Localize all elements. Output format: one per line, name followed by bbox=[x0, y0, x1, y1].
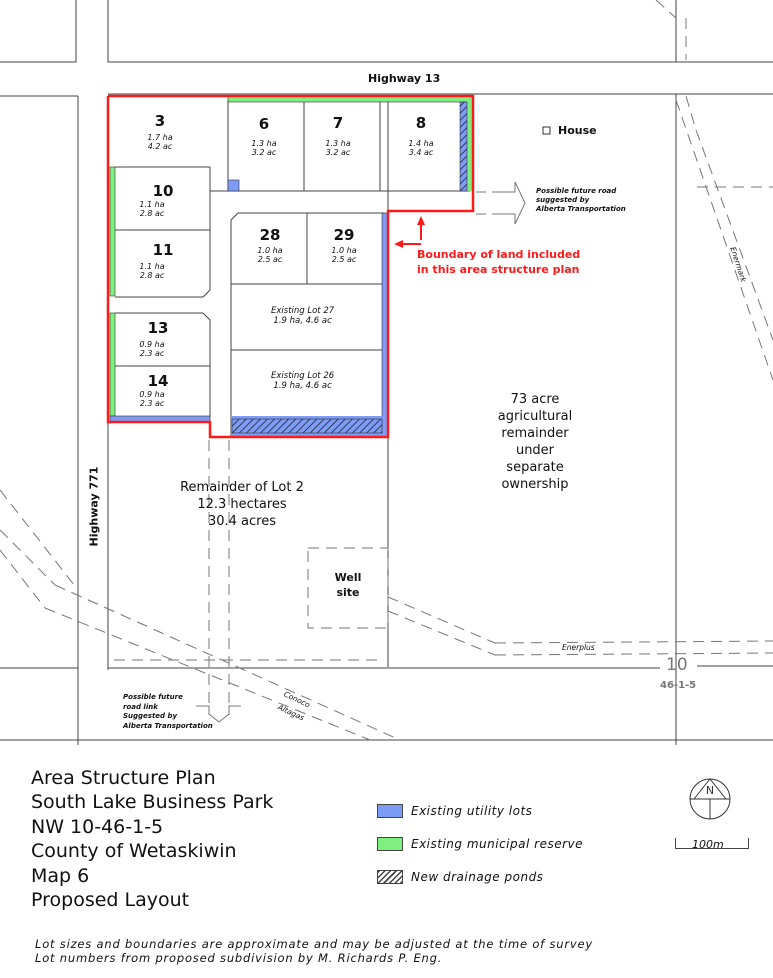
remainder-lot2-label: Remainder of Lot 2 12.3 hectares 30.4 acres bbox=[180, 480, 304, 529]
future-road-east-note: Possible future road suggested by Alberta Transportation bbox=[536, 187, 626, 213]
lot-14-number: 14 bbox=[147, 372, 169, 390]
legend bbox=[377, 803, 583, 902]
lot-10-size: 1.1 ha 2.8 ac bbox=[139, 200, 165, 218]
north-arrow-icon bbox=[688, 777, 732, 821]
lot-3-number: 3 bbox=[154, 112, 166, 130]
legend-item-ponds: New drainage ponds bbox=[377, 869, 583, 885]
lot-11-size: 1.1 ha 2.8 ac bbox=[139, 262, 165, 280]
lot-29-number: 29 bbox=[333, 226, 355, 244]
lot-8-size: 1.4 ha 3.4 ac bbox=[408, 139, 434, 157]
legend-item-reserve: Existing municipal reserve bbox=[377, 836, 583, 852]
lot-6-number: 6 bbox=[258, 115, 270, 133]
lot-14-size: 0.9 ha 2.3 ac bbox=[139, 390, 165, 408]
title-line: South Lake Business Park bbox=[31, 791, 274, 814]
title-line: County of Wetaskiwin bbox=[31, 840, 237, 863]
pipeline-label-enerplus: Enerplus bbox=[562, 643, 595, 652]
svg-text:N: N bbox=[705, 784, 715, 797]
section-legal: 46-1-5 bbox=[660, 680, 697, 691]
lot-29-size: 1.0 ha 2.5 ac bbox=[331, 246, 357, 264]
lot-7-number: 7 bbox=[332, 114, 344, 132]
future-road-south-note: Possible future road link Suggested by Alberta Transportation bbox=[123, 693, 213, 730]
title-block bbox=[31, 766, 273, 912]
title-line: NW 10-46-1-5 bbox=[31, 815, 164, 838]
lot-13-number: 13 bbox=[147, 319, 169, 337]
pipeline-label-conoco: Conoco bbox=[282, 689, 312, 710]
pipeline-label-enermark: Enermark bbox=[728, 245, 749, 284]
well-site-label: Well site bbox=[334, 571, 362, 599]
lot-28-number: 28 bbox=[259, 226, 281, 244]
lot-8-number: 8 bbox=[415, 114, 427, 132]
house-label: House bbox=[558, 124, 597, 137]
hatch-swatch-icon bbox=[377, 870, 403, 884]
boundary-note: Boundary of land included in this area structure plan bbox=[417, 248, 581, 276]
title-line: Proposed Layout bbox=[31, 889, 190, 912]
road-label-highway-13: Highway 13 bbox=[368, 72, 441, 85]
existing-lot-27: Existing Lot 27 1.9 ha, 4.6 ac bbox=[271, 306, 335, 326]
lot-28-size: 1.0 ha 2.5 ac bbox=[257, 246, 283, 264]
lot-7-size: 1.3 ha 3.2 ac bbox=[325, 139, 351, 157]
road-label-highway-771: Highway 771 bbox=[87, 466, 101, 547]
utility-swatch-icon bbox=[377, 804, 403, 818]
lot-10-number: 10 bbox=[152, 182, 174, 200]
scale-label: 100m bbox=[692, 838, 724, 851]
lot-11-number: 11 bbox=[152, 241, 174, 259]
reserve-swatch-icon bbox=[377, 837, 403, 851]
existing-lot-26: Existing Lot 26 1.9 ha, 4.6 ac bbox=[271, 371, 335, 391]
legend-item-utility: Existing utility lots bbox=[377, 803, 583, 819]
section-number: 10 bbox=[666, 655, 688, 675]
lot-6-size: 1.3 ha 3.2 ac bbox=[251, 139, 277, 157]
pipeline-label-altagas: Altagas bbox=[276, 702, 306, 723]
lot-13-size: 0.9 ha 2.3 ac bbox=[139, 340, 165, 358]
title-line: Area Structure Plan bbox=[31, 767, 216, 789]
title-line: Map 6 bbox=[31, 864, 90, 887]
ag-remainder-label: 73 acre agricultural remainder under separate ownership bbox=[497, 392, 573, 492]
lot-3-size: 1.7 ha 4.2 ac bbox=[147, 133, 173, 151]
notes: Lot sizes and boundaries are approximate and may be adjusted at the time of survey Lot numbers from proposed subdivision by M. Richards P. Eng. bbox=[35, 937, 593, 965]
